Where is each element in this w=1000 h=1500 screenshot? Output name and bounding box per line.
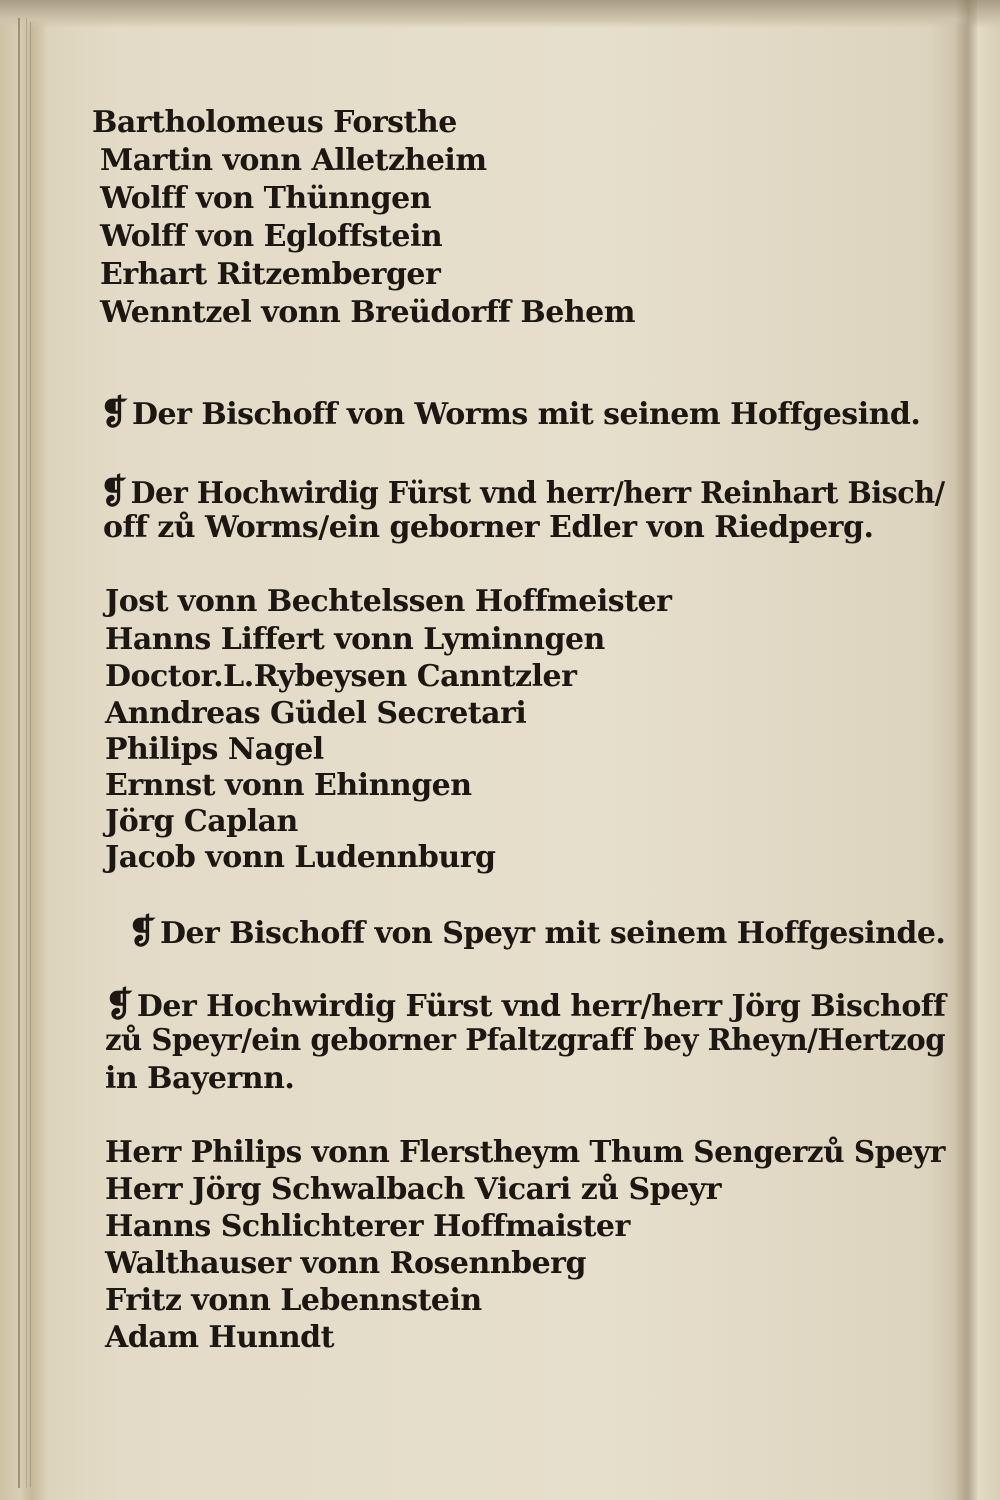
- name-line: Fritz vonn Lebennstein: [105, 1283, 482, 1318]
- heading-text: Der Bischoff von Worms mit seinem Hoffgesind.: [132, 397, 921, 432]
- name-line: Erhart Ritzemberger: [100, 257, 441, 292]
- paragraph-mark-icon: ❡: [100, 393, 128, 433]
- name-line: Anndreas Güdel Secretari: [105, 696, 527, 731]
- name-line: Ernnst vonn Ehinngen: [105, 768, 472, 803]
- name-line: Herr Jörg Schwalbach Vicari zů Speyr: [105, 1172, 722, 1207]
- name-line: Jost vonn Bechtelssen Hoffmeister: [105, 584, 672, 619]
- name-line: Bartholomeus Forsthe: [92, 105, 457, 140]
- name-line: Herr Philips vonn Flersthеym Thum Sengerzů Speyr: [105, 1135, 945, 1170]
- name-line: Hanns Liffert vonn Lyminngen: [105, 622, 605, 657]
- paragraph-mark-icon: ❡: [128, 912, 156, 952]
- name-line: Doctor.L.Rybeysen Canntzler: [105, 659, 577, 694]
- name-line: Adam Hunndt: [105, 1320, 334, 1355]
- page-stack-edge-inner: [30, 22, 34, 1487]
- name-line: Wenntzel vonn Breüdorff Behem: [100, 295, 635, 330]
- name-line: Wolff von Thünngen: [100, 181, 432, 216]
- section-heading-worms: [100, 393, 920, 433]
- section-heading-speyer: [128, 912, 945, 952]
- heading-text: Der Bischoff von Speyr mit seinem Hoffgesinde.: [159, 916, 946, 951]
- page-stack-edge: [18, 18, 27, 1488]
- name-line: Martin vonn Alletzheim: [100, 143, 487, 178]
- paragraph-mark-icon: ❡: [105, 985, 133, 1025]
- intro-line: in Bayernn.: [105, 1061, 295, 1096]
- intro-line: off zů Worms/ein geborner Edler von Riedperg.: [103, 510, 874, 545]
- name-line: Hanns Schlichterer Hoffmaister: [105, 1209, 630, 1244]
- paragraph-mark-icon: ❡: [100, 472, 127, 512]
- name-line: Philips Nagel: [105, 732, 324, 767]
- name-line: Walthauser vonn Rosennberg: [105, 1246, 586, 1281]
- intro-line: zů Speyr/ein geborner Pfaltzgraff bey Rheyn/Hertzog: [105, 1023, 946, 1058]
- intro-text: Der Hochwirdig Fürst vnd herr/herr Reinhart Bisch/: [130, 476, 945, 511]
- name-line: Jörg Caplan: [105, 804, 298, 839]
- name-line: Wolff von Egloffstein: [100, 219, 443, 254]
- binding-gutter: [955, 0, 977, 1500]
- name-line: Jacob vonn Ludennburg: [105, 840, 496, 875]
- intro-line: [100, 472, 945, 512]
- intro-text: Der Hochwirdig Fürst vnd herr/herr Jörg Bischoff: [136, 989, 946, 1024]
- page-top-edge: [0, 0, 1000, 28]
- intro-line: [105, 985, 946, 1025]
